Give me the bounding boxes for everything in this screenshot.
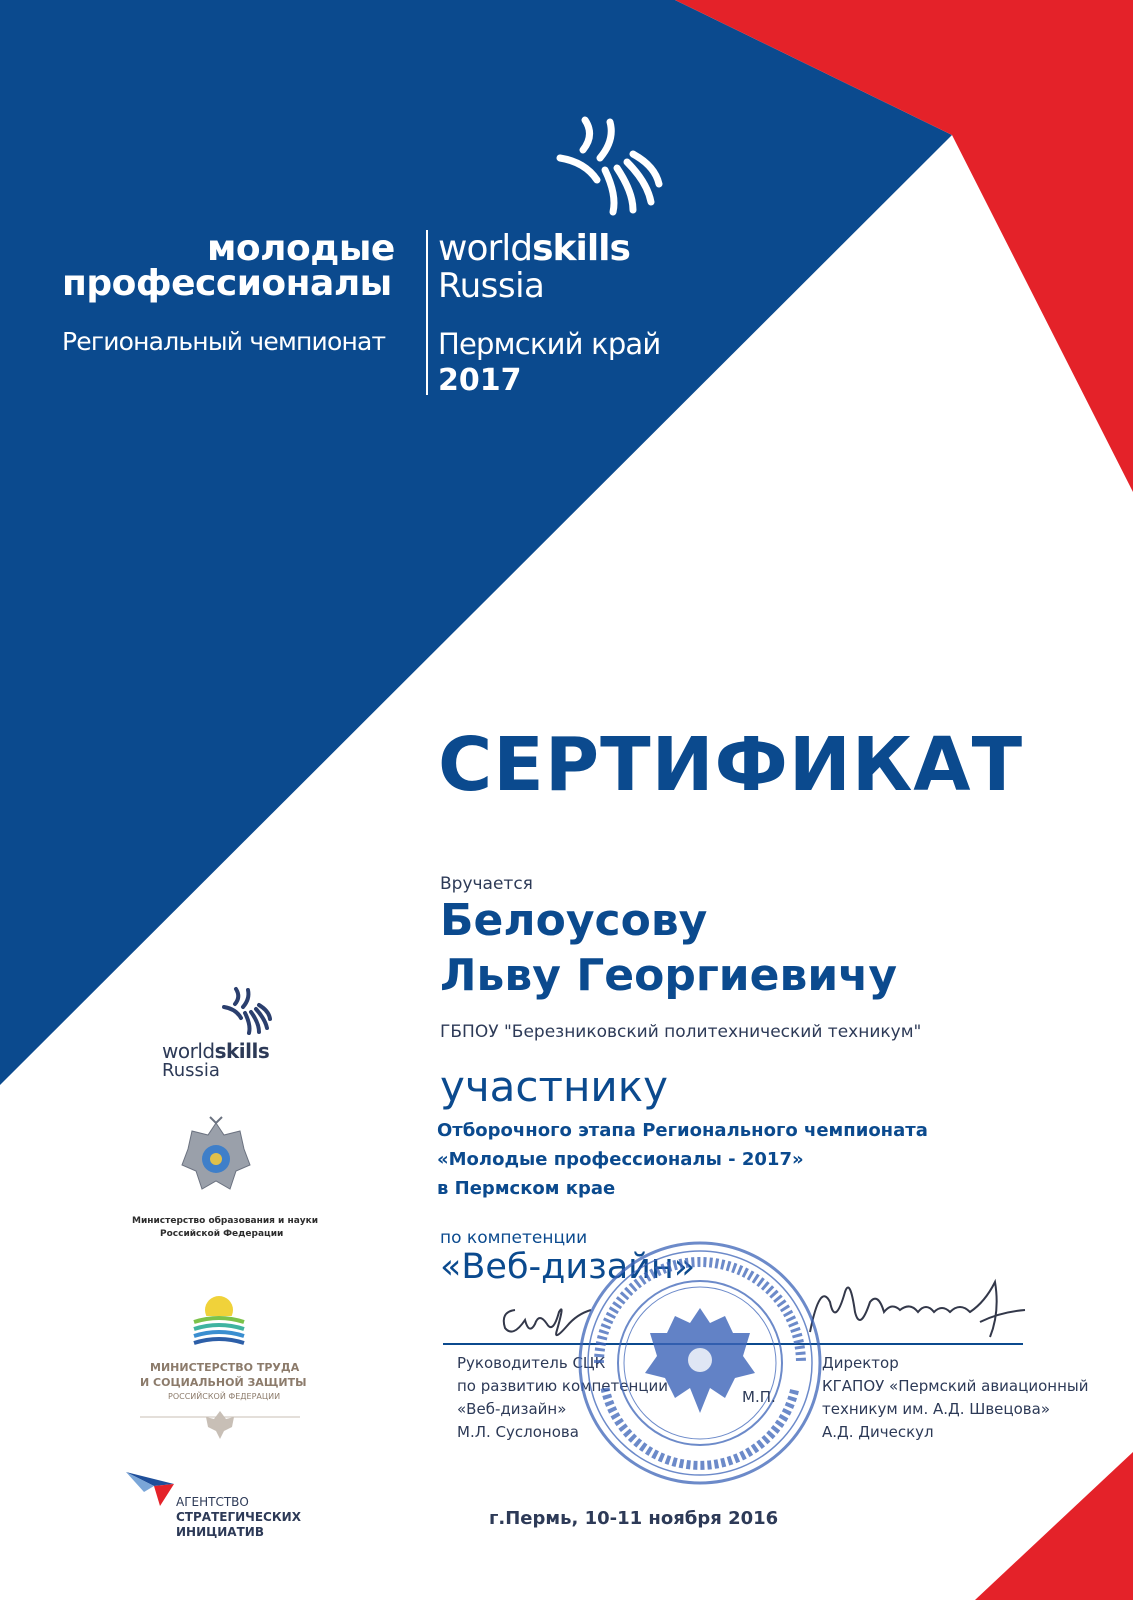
event-line-2: «Молодые профессионалы - 2017» xyxy=(437,1149,804,1170)
right-signatory-line-2: КГАПОУ «Пермский авиационный xyxy=(822,1377,1089,1395)
championship-label: Региональный чемпионат xyxy=(62,327,386,356)
brand-skills: skills xyxy=(532,228,630,269)
ministry-labor-logo-icon xyxy=(192,1292,246,1346)
recipient-surname: Белоусову xyxy=(440,895,708,946)
place-date: г.Пермь, 10-11 ноября 2016 xyxy=(489,1508,779,1529)
right-signatory-line-1: Директор xyxy=(822,1354,899,1372)
year-label: 2017 xyxy=(438,363,522,398)
official-stamp-icon xyxy=(575,1238,825,1488)
ministry-edu-line1: Министерство образования и науки xyxy=(132,1216,319,1226)
brand-world: world xyxy=(438,228,533,269)
left-signatory-line-1: Руководитель СЦК xyxy=(457,1354,606,1372)
competence-name: «Веб-дизайн» xyxy=(440,1247,696,1287)
competence-label: по компетенции xyxy=(440,1228,588,1248)
right-signatory-line-3: техникум им. А.Д. Швецова» xyxy=(822,1400,1051,1418)
ministry-edu-line2: Российской Федерации xyxy=(160,1229,284,1239)
double-eagle-emblem-icon xyxy=(180,1115,252,1205)
recipient-given-names: Льву Георгиевичу xyxy=(440,950,898,1001)
brand-russia: Russia xyxy=(438,266,545,306)
brand-ru-line1: молодые xyxy=(207,228,395,269)
left-signatory-line-3: «Веб-дизайн» xyxy=(457,1400,567,1418)
right-signature-icon xyxy=(800,1272,1030,1347)
header-divider xyxy=(426,230,428,395)
ws-small-skills: skills xyxy=(214,1039,270,1063)
ws-small-world: world xyxy=(162,1039,215,1063)
role-label: участнику xyxy=(440,1062,668,1111)
event-line-3: в Пермском крае xyxy=(437,1178,616,1199)
ministry-labor-eagle-icon xyxy=(140,1407,300,1443)
asi-line2: СТРАТЕГИЧЕСКИХ xyxy=(176,1510,301,1524)
certificate-title: СЕРТИФИКАТ xyxy=(438,722,1024,808)
asi-logo-icon xyxy=(124,1466,184,1510)
region-label: Пермский край xyxy=(438,327,661,361)
asi-line3: ИНИЦИАТИВ xyxy=(176,1525,264,1539)
red-bottom-triangle xyxy=(975,1452,1133,1600)
awarded-to-label: Вручается xyxy=(440,874,533,894)
brand-worldskills xyxy=(438,228,630,269)
asi-line1: АГЕНТСТВО xyxy=(176,1495,249,1509)
event-line-1: Отборочного этапа Регионального чемпионата xyxy=(437,1120,928,1141)
worldskills-hand-icon xyxy=(555,110,665,220)
right-signatory-name: А.Д. Дическул xyxy=(822,1423,934,1441)
left-signatory-line-2: по развитию компетенции xyxy=(457,1377,668,1395)
ws-small-russia: Russia xyxy=(162,1060,220,1081)
ministry-labor-line1: МИНИСТЕРСТВО ТРУДА xyxy=(150,1361,300,1374)
ministry-labor-line2: И СОЦИАЛЬНОЙ ЗАЩИТЫ xyxy=(140,1376,307,1389)
left-signatory-name: М.Л. Суслонова xyxy=(457,1423,579,1441)
ministry-labor-line3: РОССИЙСКОЙ ФЕДЕРАЦИИ xyxy=(168,1392,281,1401)
worldskills-small-hand-icon xyxy=(222,985,272,1037)
organization: ГБПОУ "Березниковский политехнический техникум" xyxy=(440,1022,922,1042)
stamp-place-mark: М.П. xyxy=(742,1388,776,1406)
brand-ru-line2: профессионалы xyxy=(62,263,392,304)
